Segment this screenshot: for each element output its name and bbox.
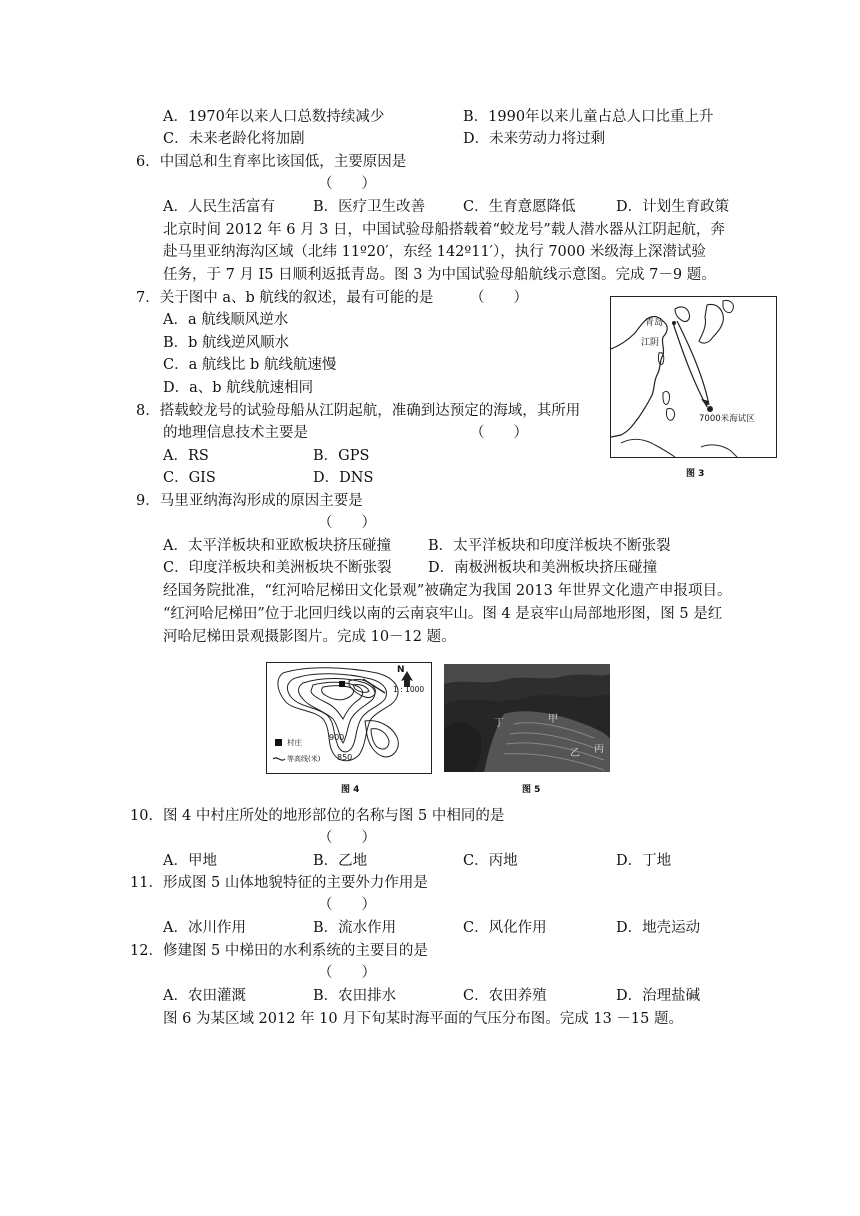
figure-4-caption: 图 4 [341,785,360,795]
label-target-area: 7000米海试区 [699,414,755,424]
q5-option-d: D．未来劳动力将过剩 [463,131,606,147]
label-bing: 丙 [594,744,604,755]
q8-option-d: D．DNS [313,470,374,486]
q12-option-c: C．农田养殖 [463,988,547,1004]
q9-option-d: D．南极洲板块和美洲板块挤压碰撞 [428,560,658,576]
q6-option-a: A．人民生活富有 [163,199,275,215]
passage1-line3: 任务，于 7 月 I5 日顺利返抵青岛。图 3 为中国试验母船航线示意图。完成 7－9 题。 [163,267,716,283]
q7-stem: 7．关于图中 a、b 航线的叙述，最有可能的是 [136,290,434,306]
q7-option-a: A．a 航线顺风逆水 [163,312,289,328]
figure-4-contour-map [266,662,432,774]
q10-option-a: A．甲地 [163,853,217,869]
north-label: N [397,665,405,675]
terrace-photo-drawing [444,664,610,772]
label-yi: 乙 [570,748,580,759]
q12-answer-paren: （ ） [318,965,376,981]
passage2-line1: 经国务院批准，“红河哈尼梯田文化景观”被确定为我国 2013 年世界文化遗产申报项目。 [163,583,732,599]
q8-option-a: A．RS [163,448,209,464]
q9-answer-paren: （ ） [318,515,376,531]
q6-option-d: D．计划生育政策 [616,199,730,215]
figure-3-caption: 图 3 [686,469,705,479]
q7-answer-paren: （ ） [470,290,528,306]
q7-option-b: B．b 航线逆风顺水 [163,335,290,351]
figure-5-terrace-photo [444,664,610,772]
q6-option-c: C．生育意愿降低 [463,199,576,215]
village-marker [339,681,345,687]
q5-option-c: C．未来老龄化将加剧 [163,131,305,147]
contour-label-850: 850 [337,753,353,762]
q12-option-d: D．治理盐碱 [616,988,701,1004]
q10-option-b: B．乙地 [313,853,368,869]
figure-3-route-map [610,296,777,458]
q11-option-d: D．地壳运动 [616,920,701,936]
q10-stem: 10．图 4 中村庄所处的地形部位的名称与图 5 中相同的是 [130,808,505,824]
label-ding: 丁 [494,718,504,729]
q9-stem: 9．马里亚纳海沟形成的原因主要是 [136,493,363,509]
passage3: 图 6 为某区域 2012 年 10 月下旬某时海平面的气压分布图。完成 13 －15 题。 [163,1011,683,1027]
q11-option-c: C．风化作用 [463,920,547,936]
route-map-drawing [611,297,776,457]
q5-option-a: A．1970年以来人口总数持续减少 [163,109,385,125]
label-qingdao: 青岛 [645,318,664,328]
q8-option-c: C．GIS [163,470,216,486]
q10-option-d: D．丁地 [616,853,672,869]
q9-option-b: B．太平洋板块和印度洋板块不断张裂 [428,538,671,554]
q6-stem: 6．中国总和生育率比该国低，主要原因是 [136,154,407,170]
passage2-line2: “红河哈尼梯田”位于北回归线以南的云南哀牢山。图 4 是哀牢山局部地形图，图 5 是红 [163,606,723,622]
scale-label: 1 : 1000 [393,685,425,694]
q12-option-b: B．农田排水 [313,988,397,1004]
legend-village-label: 村庄 [287,738,302,747]
q10-answer-paren: （ ） [318,830,376,846]
q9-option-a: A．太平洋板块和亚欧板块挤压碰撞 [163,538,391,554]
legend-contour-label: 等高线(米) [287,755,321,763]
q6-answer-paren: （ ） [318,176,376,192]
label-jia: 甲 [548,714,558,725]
q7-option-d: D．a、b 航线航速相同 [163,380,314,396]
passage1-line2: 赴马里亚纳海沟区域（北纬 11º20′，东经 142º11′），执行 7000 米级海上深潜试验 [163,244,706,260]
q10-option-c: C．丙地 [463,853,518,869]
q8-answer-paren: （ ） [470,425,528,441]
contour-label-900: 900 [329,733,345,742]
q5-option-b: B．1990年以来儿童占总人口比重上升 [463,109,714,125]
q9-option-c: C．印度洋板块和美洲板块不断张裂 [163,560,392,576]
passage1-line1: 北京时间 2012 年 6 月 3 日，中国试验母船搭载着“蛟龙号”载人潜水器从江阴起航，奔 [163,222,725,238]
q11-option-b: B．流水作用 [313,920,397,936]
q8-stem-line1: 8．搭载蛟龙号的试验母船从江阴起航，准确到达预定的海域，其所用 [136,403,581,419]
passage2-line3: 河哈尼梯田景观摄影图片。完成 10－12 题。 [163,629,456,645]
q11-option-a: A．冰川作用 [163,920,246,936]
q8-stem-line2: 的地理信息技术主要是 [163,425,308,441]
q7-option-c: C．a 航线比 b 航线航速慢 [163,357,337,373]
q11-stem: 11．形成图 5 山体地貌特征的主要外力作用是 [130,875,428,891]
q8-option-b: B．GPS [313,448,370,464]
figure-5-caption: 图 5 [522,785,541,795]
q11-answer-paren: （ ） [318,897,376,913]
label-jiangyin: 江阴 [641,338,660,348]
q12-stem: 12．修建图 5 中梯田的水利系统的主要目的是 [130,943,428,959]
q12-option-a: A．农田灌溉 [163,988,246,1004]
q6-option-b: B．医疗卫生改善 [313,199,426,215]
